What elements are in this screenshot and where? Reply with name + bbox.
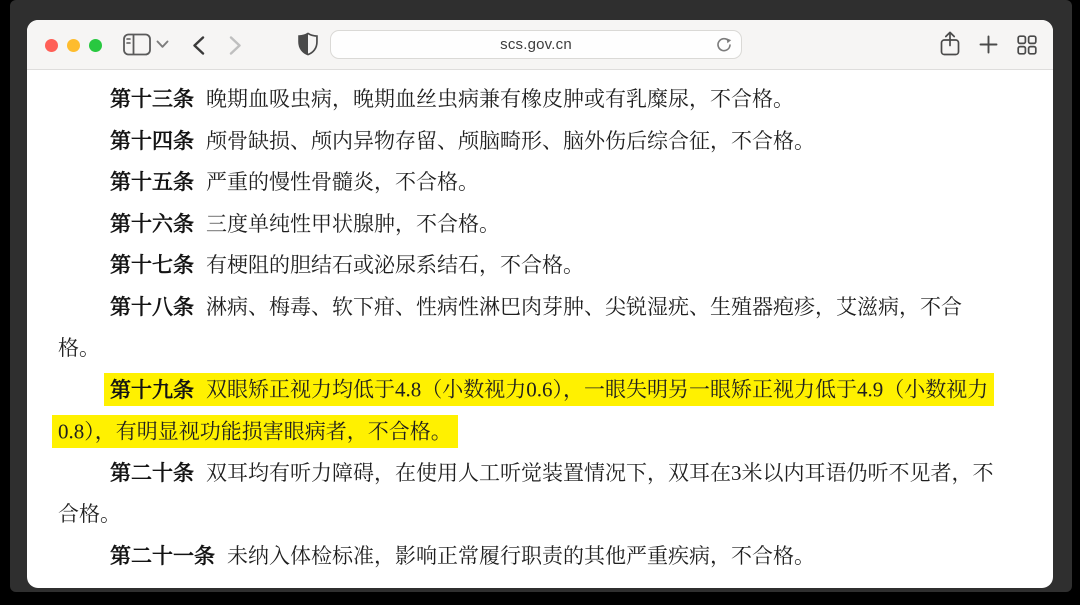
new-tab-icon[interactable] xyxy=(979,35,998,54)
minimize-window-button[interactable] xyxy=(67,39,80,52)
article-line xyxy=(58,536,1020,578)
article-text: 晚期血吸虫病，晚期血丝虫病兼有橡皮肿或有乳糜尿，不合格。 xyxy=(206,87,794,111)
highlighted-text-segment xyxy=(52,415,458,448)
article-line xyxy=(58,162,1020,204)
close-window-button[interactable] xyxy=(45,39,58,52)
article-text: 有梗阻的胆结石或泌尿系结石，不合格。 xyxy=(206,253,584,277)
tab-overview-icon[interactable] xyxy=(1017,35,1037,55)
article-text: 合格。 xyxy=(58,502,121,526)
highlighted-text-segment xyxy=(104,373,994,406)
article-number: 第十六条 xyxy=(110,211,194,236)
text-segment xyxy=(110,461,994,485)
text-segment xyxy=(110,129,815,153)
privacy-shield-icon[interactable] xyxy=(298,32,318,56)
forward-button[interactable] xyxy=(227,35,243,55)
article-number: 第十七条 xyxy=(110,253,194,277)
article-line-continuation xyxy=(58,494,1020,536)
article-line xyxy=(58,204,1020,246)
text-segment xyxy=(110,170,479,194)
article-text: 0.8），有明显视功能损害眼病者，不合格。 xyxy=(58,419,452,443)
article-line xyxy=(58,121,1020,163)
article-number: 第二十一条 xyxy=(110,543,215,568)
article-text: 双耳均有听力障碍，在使用人工听觉装置情况下，双耳在3米以内耳语仍听不见者，不 xyxy=(206,460,994,485)
text-segment xyxy=(58,502,121,526)
article-line xyxy=(58,287,1020,329)
article-line-continuation xyxy=(58,328,1020,370)
article-number: 第十三条 xyxy=(110,87,194,111)
article-text: 严重的慢性骨髓炎，不合格。 xyxy=(206,170,479,194)
text-segment xyxy=(110,212,500,236)
article-line-continuation xyxy=(58,411,1020,453)
article-line xyxy=(58,453,1020,495)
browser-window xyxy=(27,20,1053,588)
browser-toolbar xyxy=(27,20,1053,70)
article-number: 第二十条 xyxy=(110,460,194,485)
article-text: 格。 xyxy=(58,336,100,360)
text-segment xyxy=(110,253,584,277)
url-text: scs.gov.cn xyxy=(500,36,572,53)
back-button[interactable] xyxy=(190,35,206,55)
sidebar-toggle-icon[interactable] xyxy=(123,33,151,56)
article-text: 未纳入体检标准，影响正常履行职责的其他严重疾病，不合格。 xyxy=(227,543,815,568)
document-content xyxy=(27,70,1053,577)
chevron-down-icon[interactable] xyxy=(156,40,169,49)
article-number: 第十四条 xyxy=(110,128,194,153)
zoom-window-button[interactable] xyxy=(89,39,102,52)
article-number: 第十九条 xyxy=(110,377,194,402)
article-text: 淋病、梅毒、软下疳、性病性淋巴肉芽肿、尖锐湿疣、生殖器疱疹，艾滋病，不合 xyxy=(206,294,962,319)
article-text: 三度单纯性甲状腺肿，不合格。 xyxy=(206,211,500,236)
text-segment xyxy=(110,295,962,319)
article-line xyxy=(58,79,1020,121)
text-segment xyxy=(110,87,794,111)
article-number: 第十五条 xyxy=(110,170,194,194)
refresh-icon[interactable] xyxy=(716,37,732,53)
text-segment xyxy=(110,544,815,568)
article-line xyxy=(58,245,1020,287)
address-bar[interactable] xyxy=(330,30,742,59)
article-text: 双眼矫正视力均低于4.8（小数视力0.6），一眼失明另一眼矫正视力低于4.9（小数视力 xyxy=(206,377,989,402)
share-icon[interactable] xyxy=(940,31,960,56)
article-number: 第十八条 xyxy=(110,294,194,319)
text-segment xyxy=(58,336,100,360)
article-line xyxy=(58,370,1020,412)
article-text: 颅骨缺损、颅内异物存留、颅脑畸形、脑外伤后综合征，不合格。 xyxy=(206,128,815,153)
